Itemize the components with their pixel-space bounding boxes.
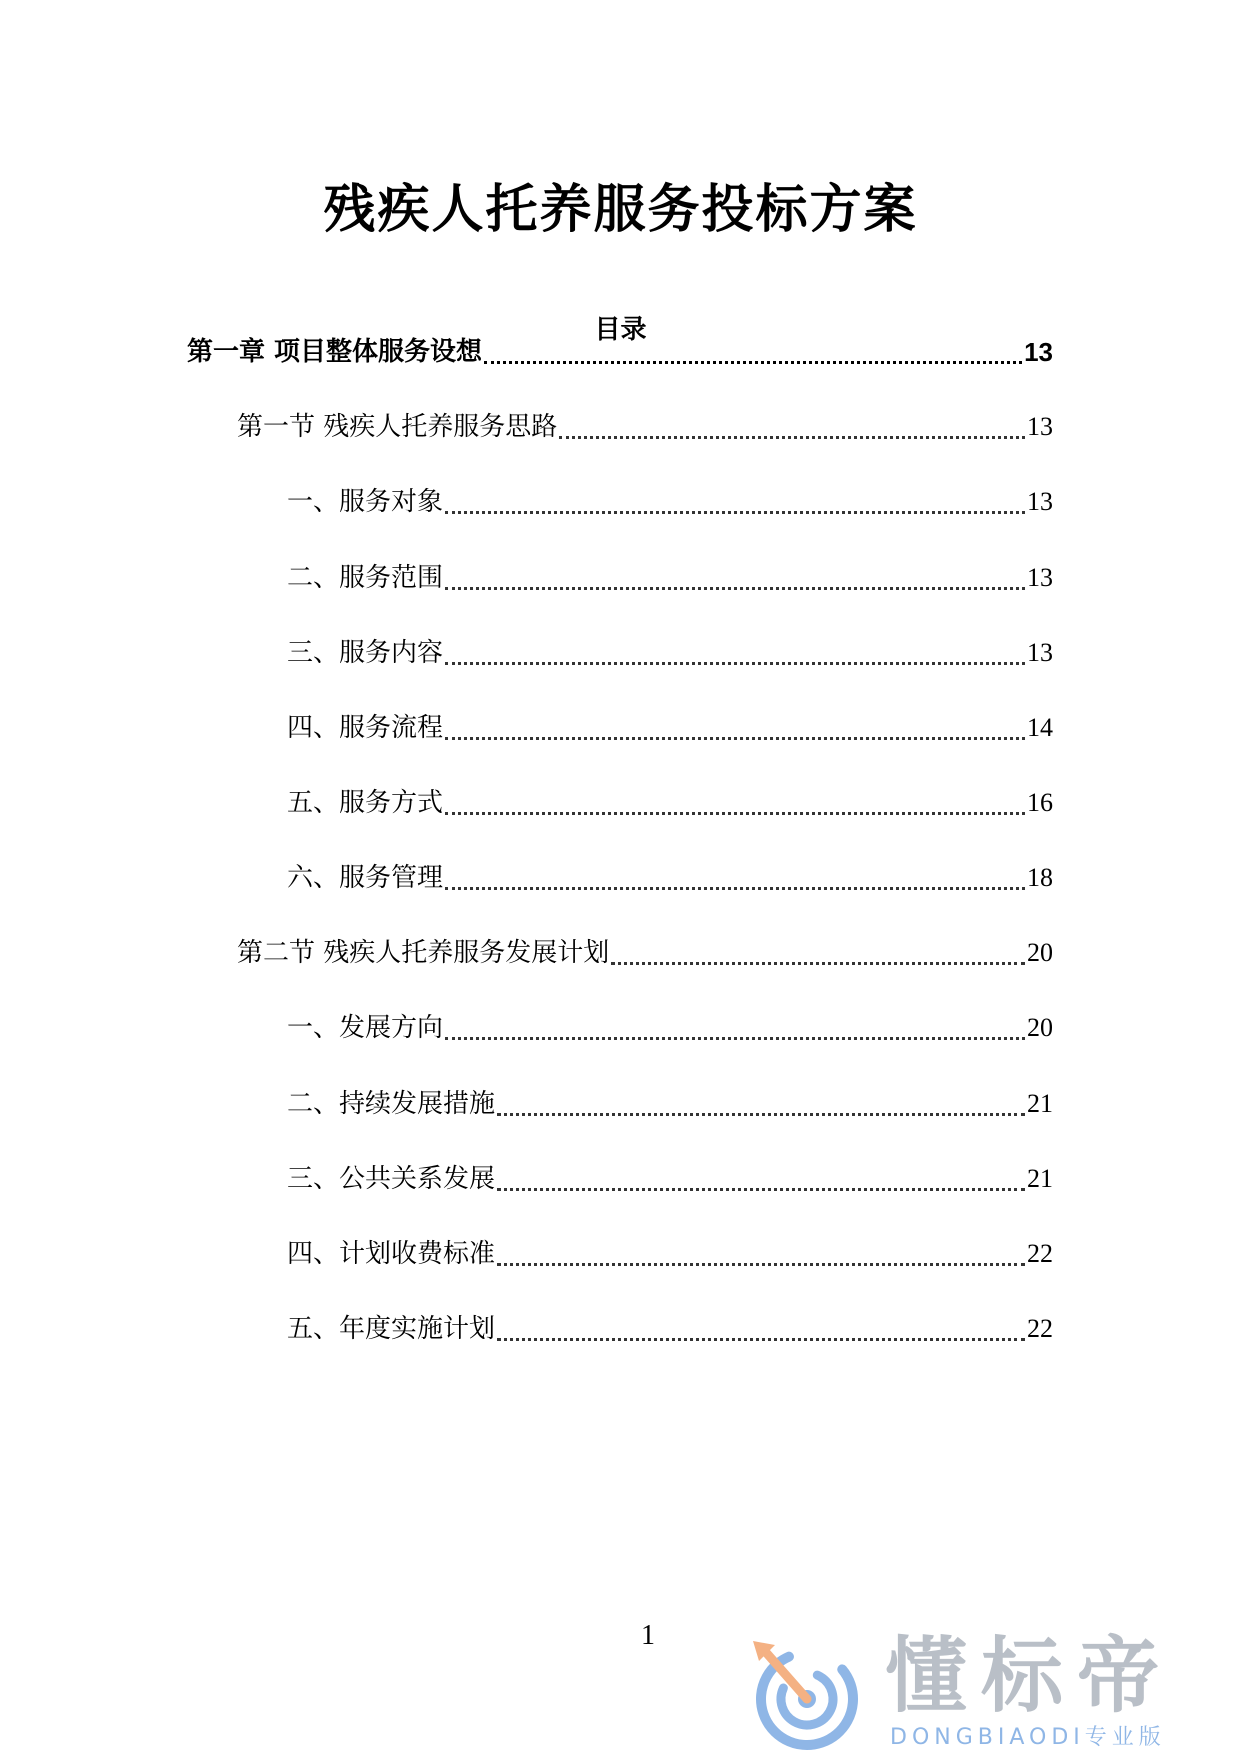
toc-entry-text: 一、发展方向 [287,1013,444,1043]
toc-leader-dots [445,510,1025,514]
toc-leader-dots [484,360,1022,364]
toc-entry[interactable] [287,635,1053,671]
toc-entry[interactable] [237,409,1053,445]
toc-entry[interactable] [287,560,1053,596]
toc-leader-dots [445,736,1025,740]
toc-leader-dots [611,961,1025,965]
toc-entry[interactable] [287,1161,1053,1197]
toc-entry-page: 18 [1027,863,1053,892]
toc-heading: 目录 [594,315,647,345]
toc-leader-dots [445,586,1025,590]
watermark [735,1625,1241,1754]
toc-entry[interactable] [287,860,1053,896]
toc-entry-text: 第二节 残疾人托养服务发展计划 [237,938,610,968]
toc-leader-dots [497,1337,1025,1341]
toc-entry-text: 六、服务管理 [287,863,444,893]
toc-entry-text: 五、服务方式 [287,788,444,818]
toc-leader-dots [445,1036,1025,1040]
toc-entry-text: 三、公共关系发展 [287,1164,496,1194]
toc-entry-page: 14 [1027,713,1053,742]
toc-entry[interactable] [187,334,1053,370]
toc-leader-dots [497,1112,1025,1116]
toc-entry-page: 20 [1027,1013,1053,1042]
toc-entry-page: 20 [1027,938,1053,967]
target-logo-icon [745,1635,865,1755]
toc-entry-page: 13 [1027,563,1053,592]
toc-entry-page: 22 [1027,1239,1053,1268]
toc-entry[interactable] [287,785,1053,821]
toc-entry-text: 一、服务对象 [287,487,444,517]
toc-entry-page: 13 [1027,487,1053,516]
page-number: 1 [641,1620,655,1651]
toc-entry-text: 四、服务流程 [287,713,444,743]
toc-entry-page: 22 [1027,1314,1053,1343]
toc-entry-text: 四、计划收费标准 [287,1239,496,1269]
toc-entry[interactable] [287,484,1053,520]
watermark-subtitle: DONGBIAODI专业版 [890,1725,1166,1750]
toc-entry-text: 五、年度实施计划 [287,1314,496,1344]
toc-entry-page: 21 [1027,1164,1053,1193]
toc-entry-text: 二、服务范围 [287,563,444,593]
document-title: 残疾人托养服务投标方案 [323,180,918,240]
watermark-brand: 懂标帝 [885,1629,1174,1724]
toc-entry-page: 13 [1027,412,1053,441]
toc-leader-dots [445,886,1025,890]
toc-entry[interactable] [287,1236,1053,1272]
toc-entry[interactable] [237,935,1053,971]
toc-entry-text: 三、服务内容 [287,638,444,668]
toc-entry[interactable] [287,1086,1053,1122]
toc-entry-page: 21 [1027,1089,1053,1118]
toc-entry[interactable] [287,1010,1053,1046]
toc-leader-dots [497,1262,1025,1266]
toc-entry-text: 二、持续发展措施 [287,1089,496,1119]
toc-entry[interactable] [287,710,1053,746]
toc-entry-text: 第一章 项目整体服务设想 [187,337,483,367]
toc-entry-page: 13 [1024,337,1053,367]
toc-leader-dots [559,435,1025,439]
toc-entry-text: 第一节 残疾人托养服务思路 [237,412,558,442]
toc-entry-page: 16 [1027,788,1053,817]
toc-entry-page: 13 [1027,638,1053,667]
toc-leader-dots [445,661,1025,665]
toc-leader-dots [445,811,1025,815]
toc-entry[interactable] [287,1311,1053,1347]
toc-leader-dots [497,1187,1025,1191]
